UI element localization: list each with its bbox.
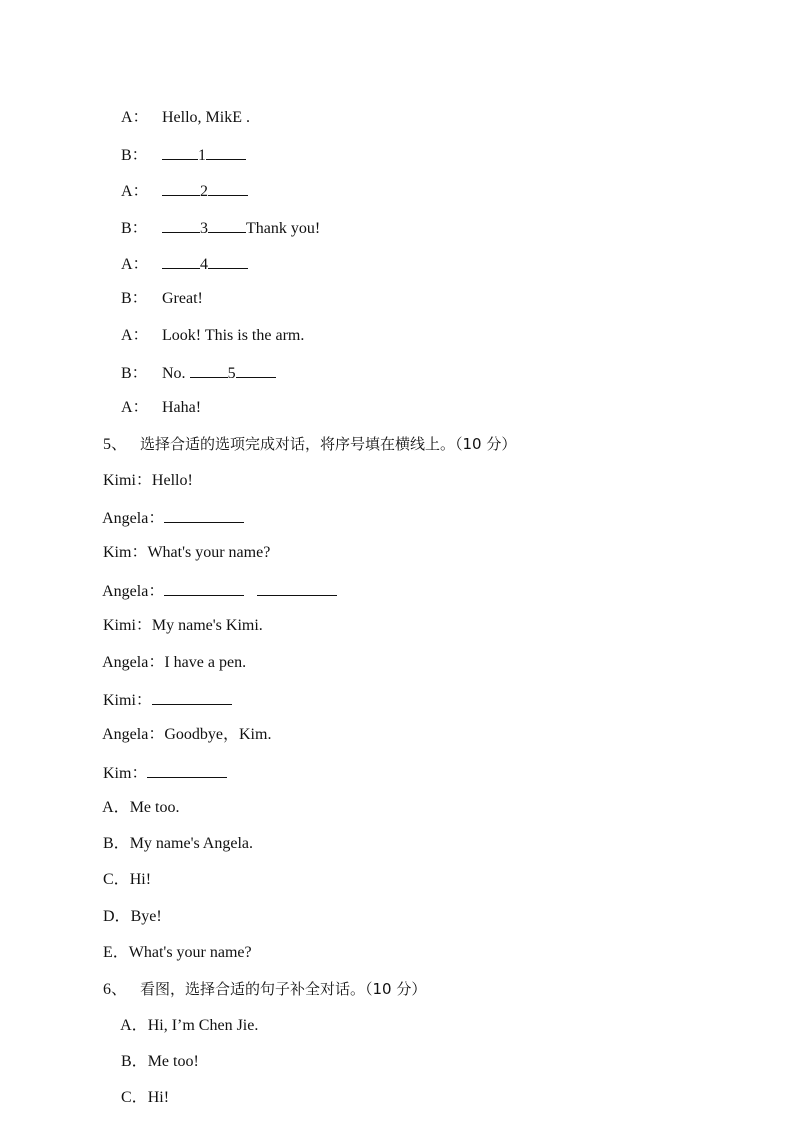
dialogue1-line bbox=[113, 306, 304, 346]
q5-dialogue-line bbox=[95, 451, 193, 491]
answer-blank[interactable] bbox=[236, 362, 276, 378]
speaker-label: Kimi： bbox=[103, 472, 152, 489]
answer-blank[interactable] bbox=[164, 507, 244, 523]
speaker-label: Kimi： bbox=[103, 617, 152, 634]
q5-dialogue-line bbox=[95, 596, 263, 636]
q5-option-b bbox=[95, 814, 253, 854]
answer-blank[interactable] bbox=[162, 253, 200, 269]
q5-dialogue-line bbox=[95, 633, 246, 673]
dialogue-text: No. bbox=[162, 365, 190, 382]
question-number: 5、 bbox=[103, 436, 128, 453]
option-text: Me too. bbox=[129, 799, 180, 816]
dialogue-text: Thank you! bbox=[246, 220, 321, 237]
dialogue1-line bbox=[113, 378, 201, 418]
question-5-heading bbox=[95, 414, 516, 455]
blank-number: 1 bbox=[198, 147, 206, 164]
speaker-label: Angela： bbox=[102, 726, 165, 743]
dialogue-text: Hello, MikE . bbox=[162, 109, 250, 126]
q6-option-a bbox=[113, 996, 258, 1036]
option-label: C． bbox=[103, 871, 130, 888]
option-label: D． bbox=[103, 908, 131, 925]
question-6-heading bbox=[95, 959, 426, 1000]
answer-blank[interactable] bbox=[190, 362, 228, 378]
speaker-label: Kim： bbox=[103, 765, 148, 782]
speaker-label: Angela： bbox=[102, 510, 165, 527]
question-prompt: 看图，选择合适的句子补全对话。（10 分） bbox=[140, 980, 427, 998]
dialogue1-line bbox=[113, 269, 203, 309]
answer-blank[interactable] bbox=[208, 180, 248, 196]
dialogue-text: Haha! bbox=[162, 399, 202, 416]
answer-blank[interactable] bbox=[206, 144, 246, 160]
speaker-label: B： bbox=[121, 220, 148, 237]
speaker-label: B： bbox=[121, 147, 148, 164]
q5-dialogue-line bbox=[95, 705, 271, 745]
speaker-label: A： bbox=[121, 327, 149, 344]
dialogue1-line bbox=[113, 160, 248, 202]
answer-blank[interactable] bbox=[147, 762, 227, 778]
speaker-label: A： bbox=[121, 399, 149, 416]
answer-blank[interactable] bbox=[162, 180, 200, 196]
q5-option-c bbox=[95, 850, 151, 890]
q5-dialogue-line bbox=[95, 523, 270, 563]
dialogue1-line bbox=[113, 88, 250, 128]
dialogue-text: Look! This is the arm. bbox=[162, 327, 305, 344]
q5-option-d bbox=[95, 887, 162, 927]
dialogue-text: Hello! bbox=[151, 472, 193, 489]
blank-number: 3 bbox=[200, 220, 208, 237]
q6-option-b bbox=[113, 1032, 199, 1072]
question-prompt: 选择合适的选项完成对话，将序号填在横线上。（10 分） bbox=[140, 435, 517, 453]
dialogue-text: What's your name? bbox=[147, 544, 271, 561]
answer-blank[interactable] bbox=[152, 689, 232, 705]
option-text: What's your name? bbox=[128, 944, 252, 961]
option-label: E． bbox=[103, 944, 129, 961]
answer-blank[interactable] bbox=[208, 217, 246, 233]
dialogue-text: Great! bbox=[162, 290, 203, 307]
blank-number: 4 bbox=[200, 256, 208, 273]
speaker-label: B： bbox=[121, 365, 148, 382]
dialogue-text: Goodbye，Kim. bbox=[164, 726, 272, 743]
answer-blank[interactable] bbox=[162, 217, 200, 233]
speaker-label: Kim： bbox=[103, 544, 148, 561]
option-text: Bye! bbox=[130, 908, 162, 925]
option-label: C． bbox=[121, 1089, 148, 1106]
speaker-label: Angela： bbox=[102, 654, 165, 671]
speaker-label: B： bbox=[121, 290, 148, 307]
q5-option-a bbox=[95, 778, 179, 818]
answer-blank[interactable] bbox=[257, 580, 337, 596]
option-label: B． bbox=[103, 835, 130, 852]
speaker-label: A： bbox=[121, 256, 149, 273]
answer-blank[interactable] bbox=[164, 580, 244, 596]
blank-number: 5 bbox=[227, 365, 236, 382]
speaker-label: A： bbox=[121, 183, 149, 200]
option-label: B． bbox=[121, 1053, 148, 1070]
dialogue-text: I have a pen. bbox=[164, 654, 247, 671]
question-number: 6、 bbox=[103, 981, 128, 998]
speaker-label: Angela： bbox=[102, 583, 165, 600]
dialogue-text: My name's Kimi. bbox=[151, 617, 263, 634]
answer-blank[interactable] bbox=[208, 253, 248, 269]
option-text: My name's Angela. bbox=[129, 835, 253, 852]
speaker-label: A： bbox=[121, 109, 149, 126]
q6-option-c bbox=[113, 1068, 169, 1108]
q5-option-e bbox=[95, 923, 252, 963]
speaker-label: Kimi： bbox=[103, 692, 152, 709]
option-text: Hi, I’m Chen Jie. bbox=[147, 1017, 259, 1034]
answer-blank[interactable] bbox=[162, 144, 198, 160]
option-text: Me too! bbox=[147, 1053, 199, 1070]
option-label: A． bbox=[102, 799, 130, 816]
option-text: Hi! bbox=[147, 1089, 170, 1106]
blank-number: 2 bbox=[200, 183, 208, 200]
option-text: Hi! bbox=[129, 871, 152, 888]
option-label: A． bbox=[120, 1017, 148, 1034]
